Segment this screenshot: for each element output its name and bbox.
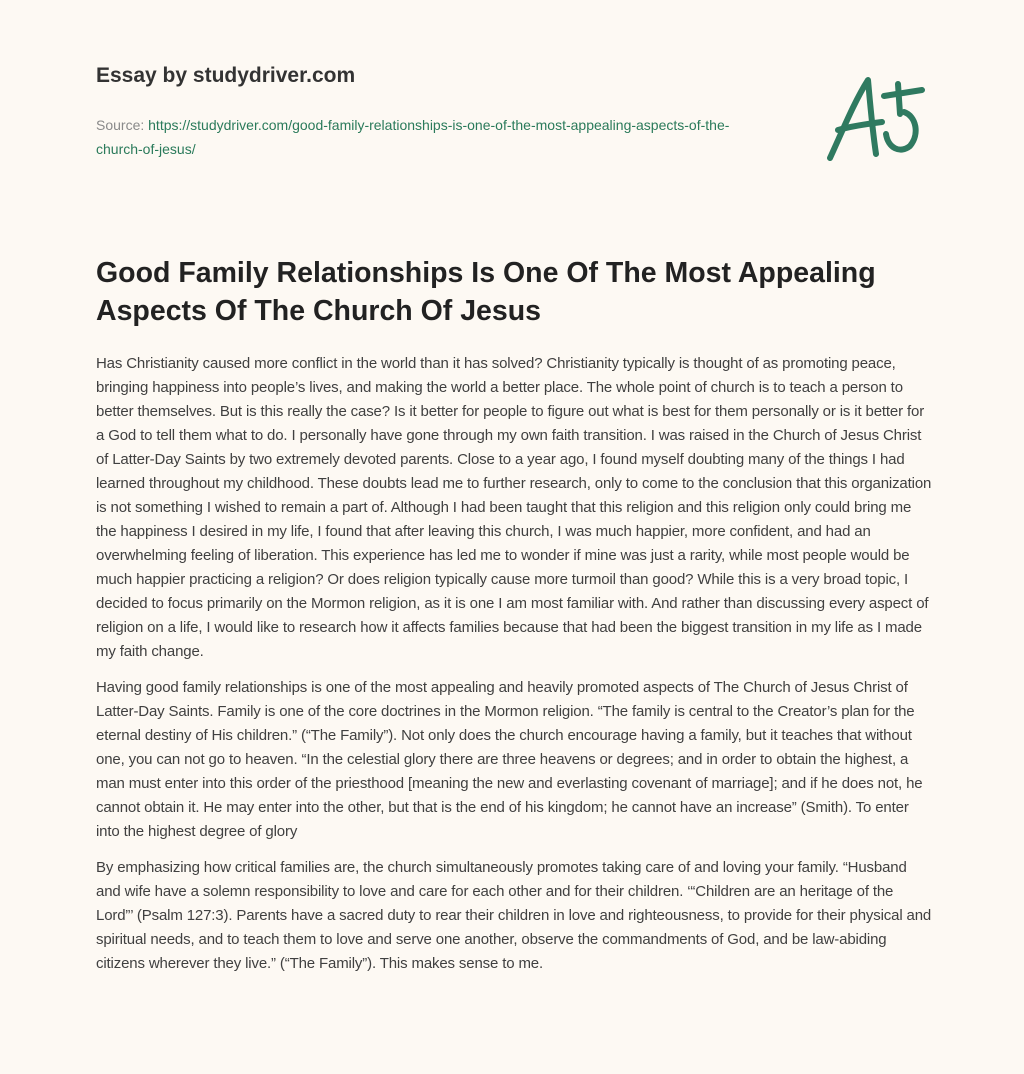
paragraph: Having good family relationships is one of the most appealing and heavily promoted aspects of The Church of Jesus Christ of Latter-Day Saints. Family is one of the core doctrines in the Mormon religion. “The family is central to the Creator’s plan for the eternal destiny of His children.” (“The Family”). Not only does the church encourage having a family, but it teaches that without one, you can not go to heaven. “In the celestial glory there are three heavens or degrees; and in order to obtain the highest, a man must enter into this order of the priesthood [meaning the new and everlasting covenant of marriage]; and if he does not, he cannot obtain it. He may enter into the other, but that is the end of his kingdom; he cannot have an increase” (Smith). To enter into the highest degree of glory	[96, 679, 923, 840]
site-title: Essay by studydriver.com	[96, 64, 356, 87]
essay-body	[96, 352, 932, 988]
source-link[interactable]: https://studydriver.com/good-family-relationships-is-one-of-the-most-appealing-aspects-of-the-church-of-jesus/	[96, 117, 730, 157]
source-line	[96, 113, 756, 161]
paragraph: By emphasizing how critical families are, the church simultaneously promotes taking care of and loving your family. “Husband and wife have a solemn responsibility to love and care for each other and for their children. ‘“Children are an heritage of the Lord”’ (Psalm 127:3). Parents have a sacred duty to rear their children in love and righteousness, to provide for their physical and spiritual needs, and to teach them to love and serve one another, observe the commandments of God, and be law-abiding citizens wherever they live.” (“The Family”). This makes sense to me.	[96, 859, 932, 972]
paragraph: Has Christianity caused more conflict in the world than it has solved? Christianity typically is thought of as promoting peace, bringing happiness into people’s lives, and making the world a better place. The whole point of church is to teach a person to better themselves. But is this really the case? Is it better for people to figure out what is best for them personally or is it better for a God to tell them what to do. I personally have gone through my own faith transition. I was raised in the Church of Jesus Christ of Latter-Day Saints by two extremely devoted parents. Close to a year ago, I found myself doubting many of the things I had learned throughout my childhood. These doubts lead me to further research, only to come to the conclusion that this organization is not something I wished to remain a part of. Although I had been taught that this religion and this religion only could bring me the happiness I desired in my life, I found that after leaving this church, I was much happier, more confident, and had an overwhelming feeling of liberation. This experience has led me to wonder if mine was just a rarity, while most people would be much happier practicing a religion? Or does religion typically cause more turmoil than good? While this is a very broad topic, I decided to focus primarily on the Mormon religion, as it is one I am most familiar with. And rather than discussing every aspect of religion on a life, I would like to research how it affects families because that had been the biggest transition in my life as I made my faith change.	[96, 355, 932, 660]
source-label: Source:	[96, 117, 145, 133]
a-plus-logo-icon	[820, 72, 930, 167]
essay-title: Good Family Relationships Is One Of The Most Appealing Aspects Of The Church Of Jesus	[96, 257, 876, 327]
